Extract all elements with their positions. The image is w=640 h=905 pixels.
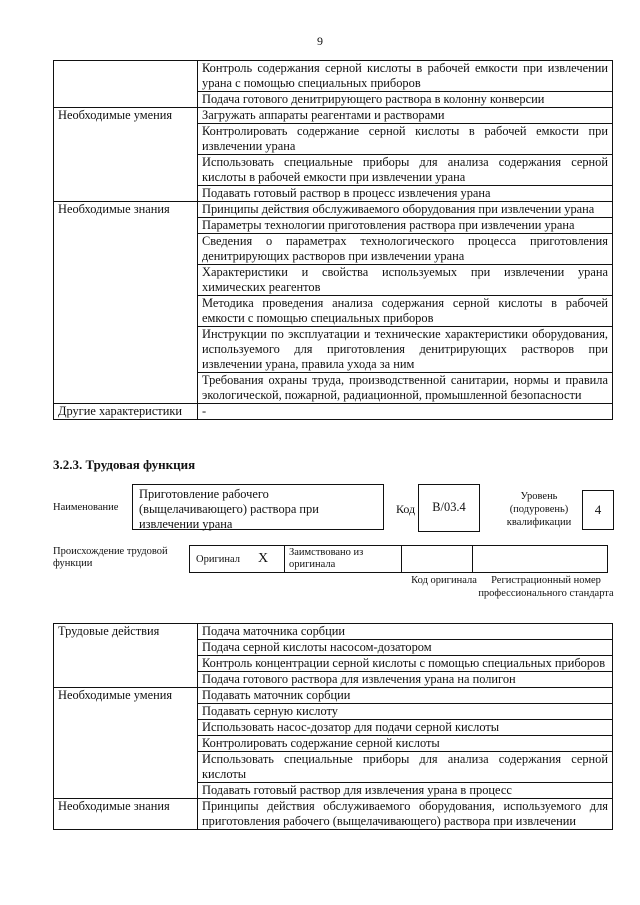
table-row — [54, 61, 613, 92]
row-label: Другие характеристики — [54, 404, 198, 420]
row-value: Инструкции по эксплуатации и технические характеристики оборудования, используемого для приготовления денитрирующих растворов при извлечении урана, правила ухода за ним — [198, 327, 613, 373]
section-title: 3.2.3. Трудовая функция — [53, 457, 196, 472]
row-value: Контролировать содержание серной кислоты — [198, 736, 613, 752]
row-value: Контроль концентрации серной кислоты с помощью специальных приборов — [198, 656, 613, 672]
row-value: Использовать специальные приборы для анализа содержания серной кислоты — [198, 752, 613, 783]
row-value: Подача готового раствора для извлечения урана на полигон — [198, 672, 613, 688]
origin-label: Происхождение трудовой функции — [53, 546, 168, 569]
row-value: Требования охраны труда, производственной санитарии, нормы и правила экологической, пожарной, радиационной, промышленной безопасности — [198, 373, 613, 404]
row-value: Принципы действия обслуживаемого оборудования при извлечении урана — [198, 202, 613, 218]
row-value: Загружать аппараты реагентами и растворами — [198, 108, 613, 124]
table-row — [54, 108, 613, 124]
row-value: Контролировать содержание серной кислоты в рабочей емкости при извлечении урана — [198, 124, 613, 155]
row-value: Подавать серную кислоту — [198, 704, 613, 720]
original-cell — [189, 545, 285, 573]
code-original-cell — [401, 545, 473, 573]
code-label: Код — [396, 502, 416, 516]
table-row — [54, 688, 613, 704]
code-original-label: Код оригинала — [411, 575, 477, 586]
row-value: - — [198, 404, 613, 420]
origin-row — [190, 545, 608, 573]
row-value: Характеристики и свойства используемых при извлечении урана химических реагентов — [198, 265, 613, 296]
table-row — [54, 799, 613, 830]
level-label: Уровень (подуровень) квалификации — [506, 491, 572, 528]
row-label: Трудовые действия — [54, 624, 198, 688]
row-value: Принципы действия обслуживаемого оборудования, используемого для приготовления рабочего (выщелачивающего) раствора при извлечении — [198, 799, 613, 830]
row-value: Подавать маточник сорбции — [198, 688, 613, 704]
row-value: Методика проведения анализа содержания серной кислоты в рабочей емкости с помощью специальных приборов — [198, 296, 613, 327]
row-value: Параметры технологии приготовления раствора при извлечении урана — [198, 218, 613, 234]
labor-function-table — [53, 623, 613, 830]
reg-number-cell — [472, 545, 608, 573]
row-value: Подавать готовый раствор для извлечения урана в процесс — [198, 783, 613, 799]
table-row — [54, 404, 613, 420]
row-value: Использовать специальные приборы для анализа содержания серной кислоты в рабочей емкости при извлечении урана — [198, 155, 613, 186]
page-number: 9 — [317, 34, 323, 48]
row-value: Контроль содержания серной кислоты в рабочей емкости при извлечении урана с помощью специальных приборов — [198, 61, 613, 92]
row-value: Подача готового денитрирующего раствора в колонну конверсии — [198, 92, 613, 108]
borrowed-cell: Заимствовано из оригинала — [284, 545, 402, 573]
row-value: Подавать готовый раствор в процесс извлечения урана — [198, 186, 613, 202]
row-label — [54, 61, 198, 108]
level-box: 4 — [582, 490, 614, 530]
row-value: Сведения о параметрах технологического процесса приготовления денитрирующих растворов при извлечении урана — [198, 234, 613, 265]
original-label: Оригинал — [196, 553, 240, 565]
row-label: Необходимые знания — [54, 799, 198, 830]
row-value: Подача серной кислоты насосом-дозатором — [198, 640, 613, 656]
name-label: Наименование — [53, 502, 119, 513]
function-name-box: Приготовление рабочего (выщелачивающего) раствора при извлечении урана — [132, 484, 384, 530]
row-label: Необходимые умения — [54, 688, 198, 799]
table-row — [54, 624, 613, 640]
function-code-box: В/03.4 — [418, 484, 480, 532]
row-label: Необходимые знания — [54, 202, 198, 404]
reg-number-label: Регистрационный номер профессионального стандарта — [478, 575, 614, 599]
original-mark: X — [258, 551, 269, 566]
row-value: Подача маточника сорбции — [198, 624, 613, 640]
table-row — [54, 202, 613, 218]
row-label: Необходимые умения — [54, 108, 198, 202]
row-value: Использовать насос-дозатор для подачи серной кислоты — [198, 720, 613, 736]
skills-knowledge-table — [53, 60, 613, 420]
